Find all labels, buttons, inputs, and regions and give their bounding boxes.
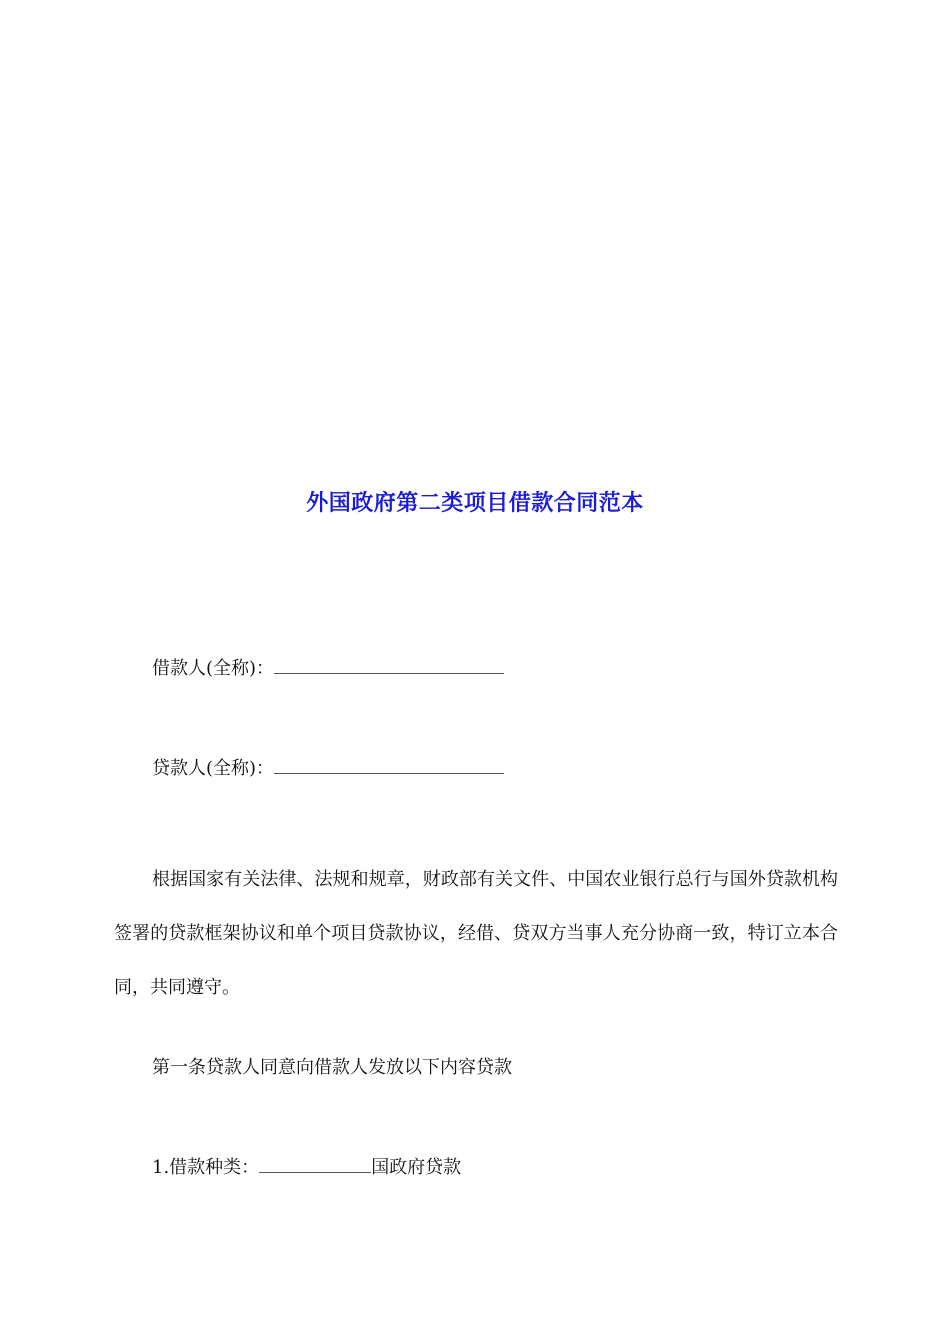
document-title: 外国政府第二类项目借款合同范本 <box>306 491 644 516</box>
preamble-paragraph: 根据国家有关法律、法规和规章，财政部有关文件、中国农业银行总行与国外贷款机构签署的贷款框架协议和单个项目贷款协议，经借、贷双方当事人充分协商一致，特订立本合同，共同遵守。 <box>114 869 838 998</box>
item-1-suffix: 国政府贷款 <box>371 1157 462 1178</box>
borrower-label: 借款人(全称)： <box>152 658 275 679</box>
loan-type-blank[interactable] <box>259 1158 371 1173</box>
lender-label: 贷款人(全称)： <box>152 758 275 779</box>
borrower-line <box>152 656 504 682</box>
article-1-heading: 第一条贷款人同意向借款人发放以下内容贷款 <box>152 1057 512 1078</box>
borrower-name-blank[interactable] <box>274 659 504 674</box>
item-1-label: 1.借款种类： <box>152 1157 260 1178</box>
lender-name-blank[interactable] <box>274 759 504 774</box>
lender-line <box>152 756 504 782</box>
item-1-line <box>152 1155 461 1181</box>
